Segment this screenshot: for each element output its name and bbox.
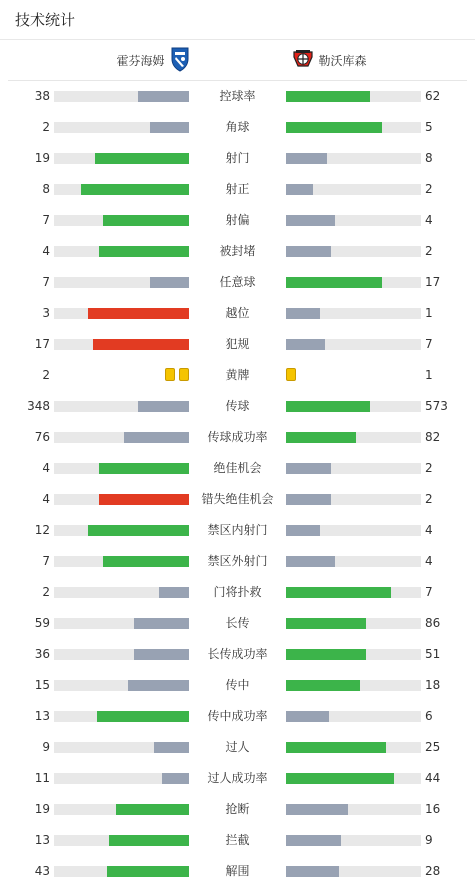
stat-label: 控球率 [219,89,256,103]
away-stat-bar [286,866,421,877]
away-stat-value: 2 [425,244,433,258]
leverkusen-crest-icon [292,49,314,72]
stat-row [0,391,475,422]
away-stat-value: 6 [425,709,433,723]
home-stat-bar [54,835,189,846]
home-stat-value: 11 [34,771,50,785]
away-team-name: 勒沃库森 [318,53,367,68]
away-stat-value: 62 [425,89,441,103]
home-stat-value: 4 [42,244,50,258]
away-stat-value: 44 [425,771,441,785]
home-stat-bar [54,339,189,350]
yellow-card-icon [286,368,296,381]
home-stat-bar-fill [81,184,189,195]
home-stat-value: 59 [34,616,50,630]
home-stat-bar-fill [138,91,189,102]
away-stat-bar-fill [286,91,370,102]
stat-label: 黄牌 [225,368,250,382]
away-stat-bar-fill [286,742,386,753]
away-stat-value: 7 [425,337,433,351]
away-stat-bar [286,215,421,226]
away-stat-bar [286,401,421,412]
home-stat-value: 43 [34,864,50,878]
away-stat-bar-fill [286,153,327,164]
home-stat-value: 7 [42,213,50,227]
home-stat-value: 2 [42,585,50,599]
stat-row [0,112,475,143]
stat-label: 越位 [225,306,250,320]
away-team[interactable] [292,40,367,80]
home-stat-bar-fill [150,277,189,288]
away-stat-bar-fill [286,866,339,877]
away-stat-bar [286,711,421,722]
home-stat-bar-fill [109,835,189,846]
away-stat-value: 8 [425,151,433,165]
away-stat-bar [286,680,421,691]
home-stat-bar [54,432,189,443]
stat-row [0,81,475,112]
stat-label: 解围 [225,864,250,878]
away-stat-bar [286,618,421,629]
home-stat-bar [54,773,189,784]
home-stat-bar-fill [138,401,189,412]
home-yellow-cards [165,368,189,381]
home-stat-bar-fill [134,649,189,660]
away-stat-bar [286,587,421,598]
home-stat-bar [54,680,189,691]
home-stat-bar-fill [103,556,189,567]
away-stat-bar-fill [286,401,370,412]
stat-row [0,732,475,763]
home-stat-value: 36 [34,647,50,661]
home-stat-bar-fill [99,246,189,257]
home-stat-bar-fill [99,494,189,505]
home-stat-value: 9 [42,740,50,754]
home-stat-bar-fill [134,618,189,629]
away-stat-bar-fill [286,122,382,133]
away-stat-value: 5 [425,120,433,134]
home-stat-value: 13 [34,709,50,723]
yellow-card-icon [179,368,189,381]
away-yellow-cards [286,368,296,381]
home-stat-value: 19 [34,802,50,816]
stat-row [0,174,475,205]
stat-label: 传中成功率 [207,709,268,723]
away-stat-bar-fill [286,618,366,629]
stat-label: 射偏 [225,213,250,227]
away-stat-bar-fill [286,835,341,846]
stats-list [0,81,475,887]
away-stat-bar [286,804,421,815]
stat-label: 长传 [225,616,250,630]
away-stat-value: 82 [425,430,441,444]
stat-label: 任意球 [219,275,256,289]
home-stat-value: 348 [27,399,50,413]
away-stat-bar [286,432,421,443]
away-stat-bar-fill [286,649,366,660]
home-stat-value: 19 [34,151,50,165]
away-stat-bar [286,463,421,474]
home-stat-bar [54,494,189,505]
home-stat-bar-fill [95,153,190,164]
home-stat-bar [54,587,189,598]
home-stat-value: 17 [34,337,50,351]
away-stat-bar-fill [286,494,331,505]
home-stat-bar [54,91,189,102]
home-stat-bar [54,525,189,536]
stat-label: 过人 [225,740,250,754]
away-stat-value: 86 [425,616,441,630]
home-stat-bar [54,246,189,257]
home-stat-bar-fill [159,587,189,598]
away-stat-bar-fill [286,463,331,474]
stat-label: 犯规 [225,337,250,351]
stat-row [0,546,475,577]
away-stat-value: 51 [425,647,441,661]
away-stat-bar [286,246,421,257]
away-stat-value: 18 [425,678,441,692]
home-team[interactable] [116,40,189,80]
stat-label: 绝佳机会 [213,461,262,475]
away-stat-bar-fill [286,804,348,815]
home-stat-bar [54,649,189,660]
stat-label: 拦截 [225,833,250,847]
home-stat-bar-fill [162,773,189,784]
away-stat-bar-fill [286,308,320,319]
yellow-card-icon [165,368,175,381]
stat-label: 传中 [225,678,250,692]
away-stat-value: 17 [425,275,441,289]
away-stat-bar [286,494,421,505]
page-title: 技术统计 [15,11,76,29]
home-stat-bar-fill [99,463,189,474]
away-stat-bar-fill [286,711,329,722]
stat-row [0,422,475,453]
hoffenheim-crest-icon [170,46,190,75]
home-stat-bar-fill [107,866,189,877]
away-stat-value: 7 [425,585,433,599]
away-stat-bar-fill [286,184,313,195]
home-stat-value: 4 [42,492,50,506]
home-stat-value: 4 [42,461,50,475]
stat-row [0,205,475,236]
home-stat-bar [54,122,189,133]
away-stat-bar [286,773,421,784]
away-stat-bar [286,742,421,753]
stat-row [0,267,475,298]
home-stat-bar-fill [116,804,189,815]
home-stat-value: 13 [34,833,50,847]
stat-row [0,701,475,732]
away-stat-value: 573 [425,399,448,413]
home-stat-value: 15 [34,678,50,692]
stat-row [0,639,475,670]
stat-row [0,763,475,794]
away-stat-bar [286,649,421,660]
stat-label: 传球成功率 [207,430,268,444]
home-stat-bar-fill [154,742,189,753]
home-stat-bar-fill [88,525,189,536]
home-stat-bar-fill [93,339,189,350]
home-stat-bar [54,184,189,195]
stat-row [0,453,475,484]
home-stat-bar [54,618,189,629]
home-stat-bar [54,742,189,753]
stat-label: 抢断 [225,802,250,816]
away-stat-value: 2 [425,461,433,475]
home-team-name: 霍芬海姆 [116,53,165,68]
stat-row [0,794,475,825]
away-stat-value: 1 [425,306,433,320]
away-stat-bar [286,184,421,195]
stat-row [0,143,475,174]
away-stat-value: 1 [425,368,433,382]
home-stat-bar-fill [97,711,189,722]
away-stat-bar [286,556,421,567]
away-stat-bar [286,835,421,846]
home-stat-bar [54,711,189,722]
away-stat-value: 2 [425,182,433,196]
home-stat-bar-fill [124,432,189,443]
away-stat-bar-fill [286,215,335,226]
away-stat-value: 4 [425,523,433,537]
home-stat-value: 2 [42,120,50,134]
away-stat-bar-fill [286,432,356,443]
home-stat-bar [54,866,189,877]
home-stat-value: 76 [34,430,50,444]
away-stat-value: 28 [425,864,441,878]
away-stat-value: 25 [425,740,441,754]
home-stat-value: 8 [42,182,50,196]
home-stat-value: 12 [34,523,50,537]
section-header [0,0,475,40]
away-stat-bar-fill [286,587,391,598]
stat-label: 传球 [225,399,250,413]
team-header [8,40,467,81]
away-stat-value: 16 [425,802,441,816]
stat-label: 被封堵 [219,244,256,258]
stat-label: 射正 [225,182,250,196]
home-stat-bar-fill [128,680,189,691]
home-stat-bar [54,277,189,288]
stat-row [0,515,475,546]
home-stat-bar [54,215,189,226]
home-stat-bar [54,153,189,164]
home-stat-bar [54,401,189,412]
away-stat-bar [286,277,421,288]
away-stat-value: 2 [425,492,433,506]
stat-label: 禁区内射门 [207,523,268,537]
away-stat-bar-fill [286,556,335,567]
home-stat-bar-fill [88,308,189,319]
home-stat-value: 7 [42,275,50,289]
away-stat-bar-fill [286,680,360,691]
home-stat-value: 38 [34,89,50,103]
home-stat-bar [54,804,189,815]
stat-label: 角球 [225,120,250,134]
home-stat-bar [54,556,189,567]
stat-row [0,577,475,608]
away-stat-value: 4 [425,213,433,227]
stat-row [0,856,475,887]
stat-label: 射门 [225,151,250,165]
stat-row [0,608,475,639]
stat-row [0,825,475,856]
away-stat-bar-fill [286,339,325,350]
away-stat-bar [286,122,421,133]
stat-row [0,484,475,515]
away-stat-bar-fill [286,525,320,536]
stat-label: 门将扑救 [213,585,262,599]
stat-label: 禁区外射门 [207,554,268,568]
home-stat-value: 3 [42,306,50,320]
home-stat-bar [54,308,189,319]
stat-label: 长传成功率 [207,647,268,661]
away-stat-bar [286,91,421,102]
stat-label: 过人成功率 [207,771,268,785]
home-stat-bar-fill [103,215,189,226]
stat-row [0,298,475,329]
away-stat-bar-fill [286,246,331,257]
away-stat-bar-fill [286,773,394,784]
away-stat-bar [286,525,421,536]
stat-row [0,236,475,267]
stat-row [0,329,475,360]
away-stat-bar [286,308,421,319]
stat-row [0,670,475,701]
away-stat-bar [286,339,421,350]
away-stat-value: 9 [425,833,433,847]
stat-row [0,360,475,391]
stat-label: 错失绝佳机会 [201,492,274,506]
away-stat-bar [286,153,421,164]
away-stat-bar-fill [286,277,382,288]
home-stat-value: 7 [42,554,50,568]
home-stat-bar-fill [150,122,189,133]
home-stat-value: 2 [42,368,50,382]
home-stat-bar [54,463,189,474]
away-stat-value: 4 [425,554,433,568]
